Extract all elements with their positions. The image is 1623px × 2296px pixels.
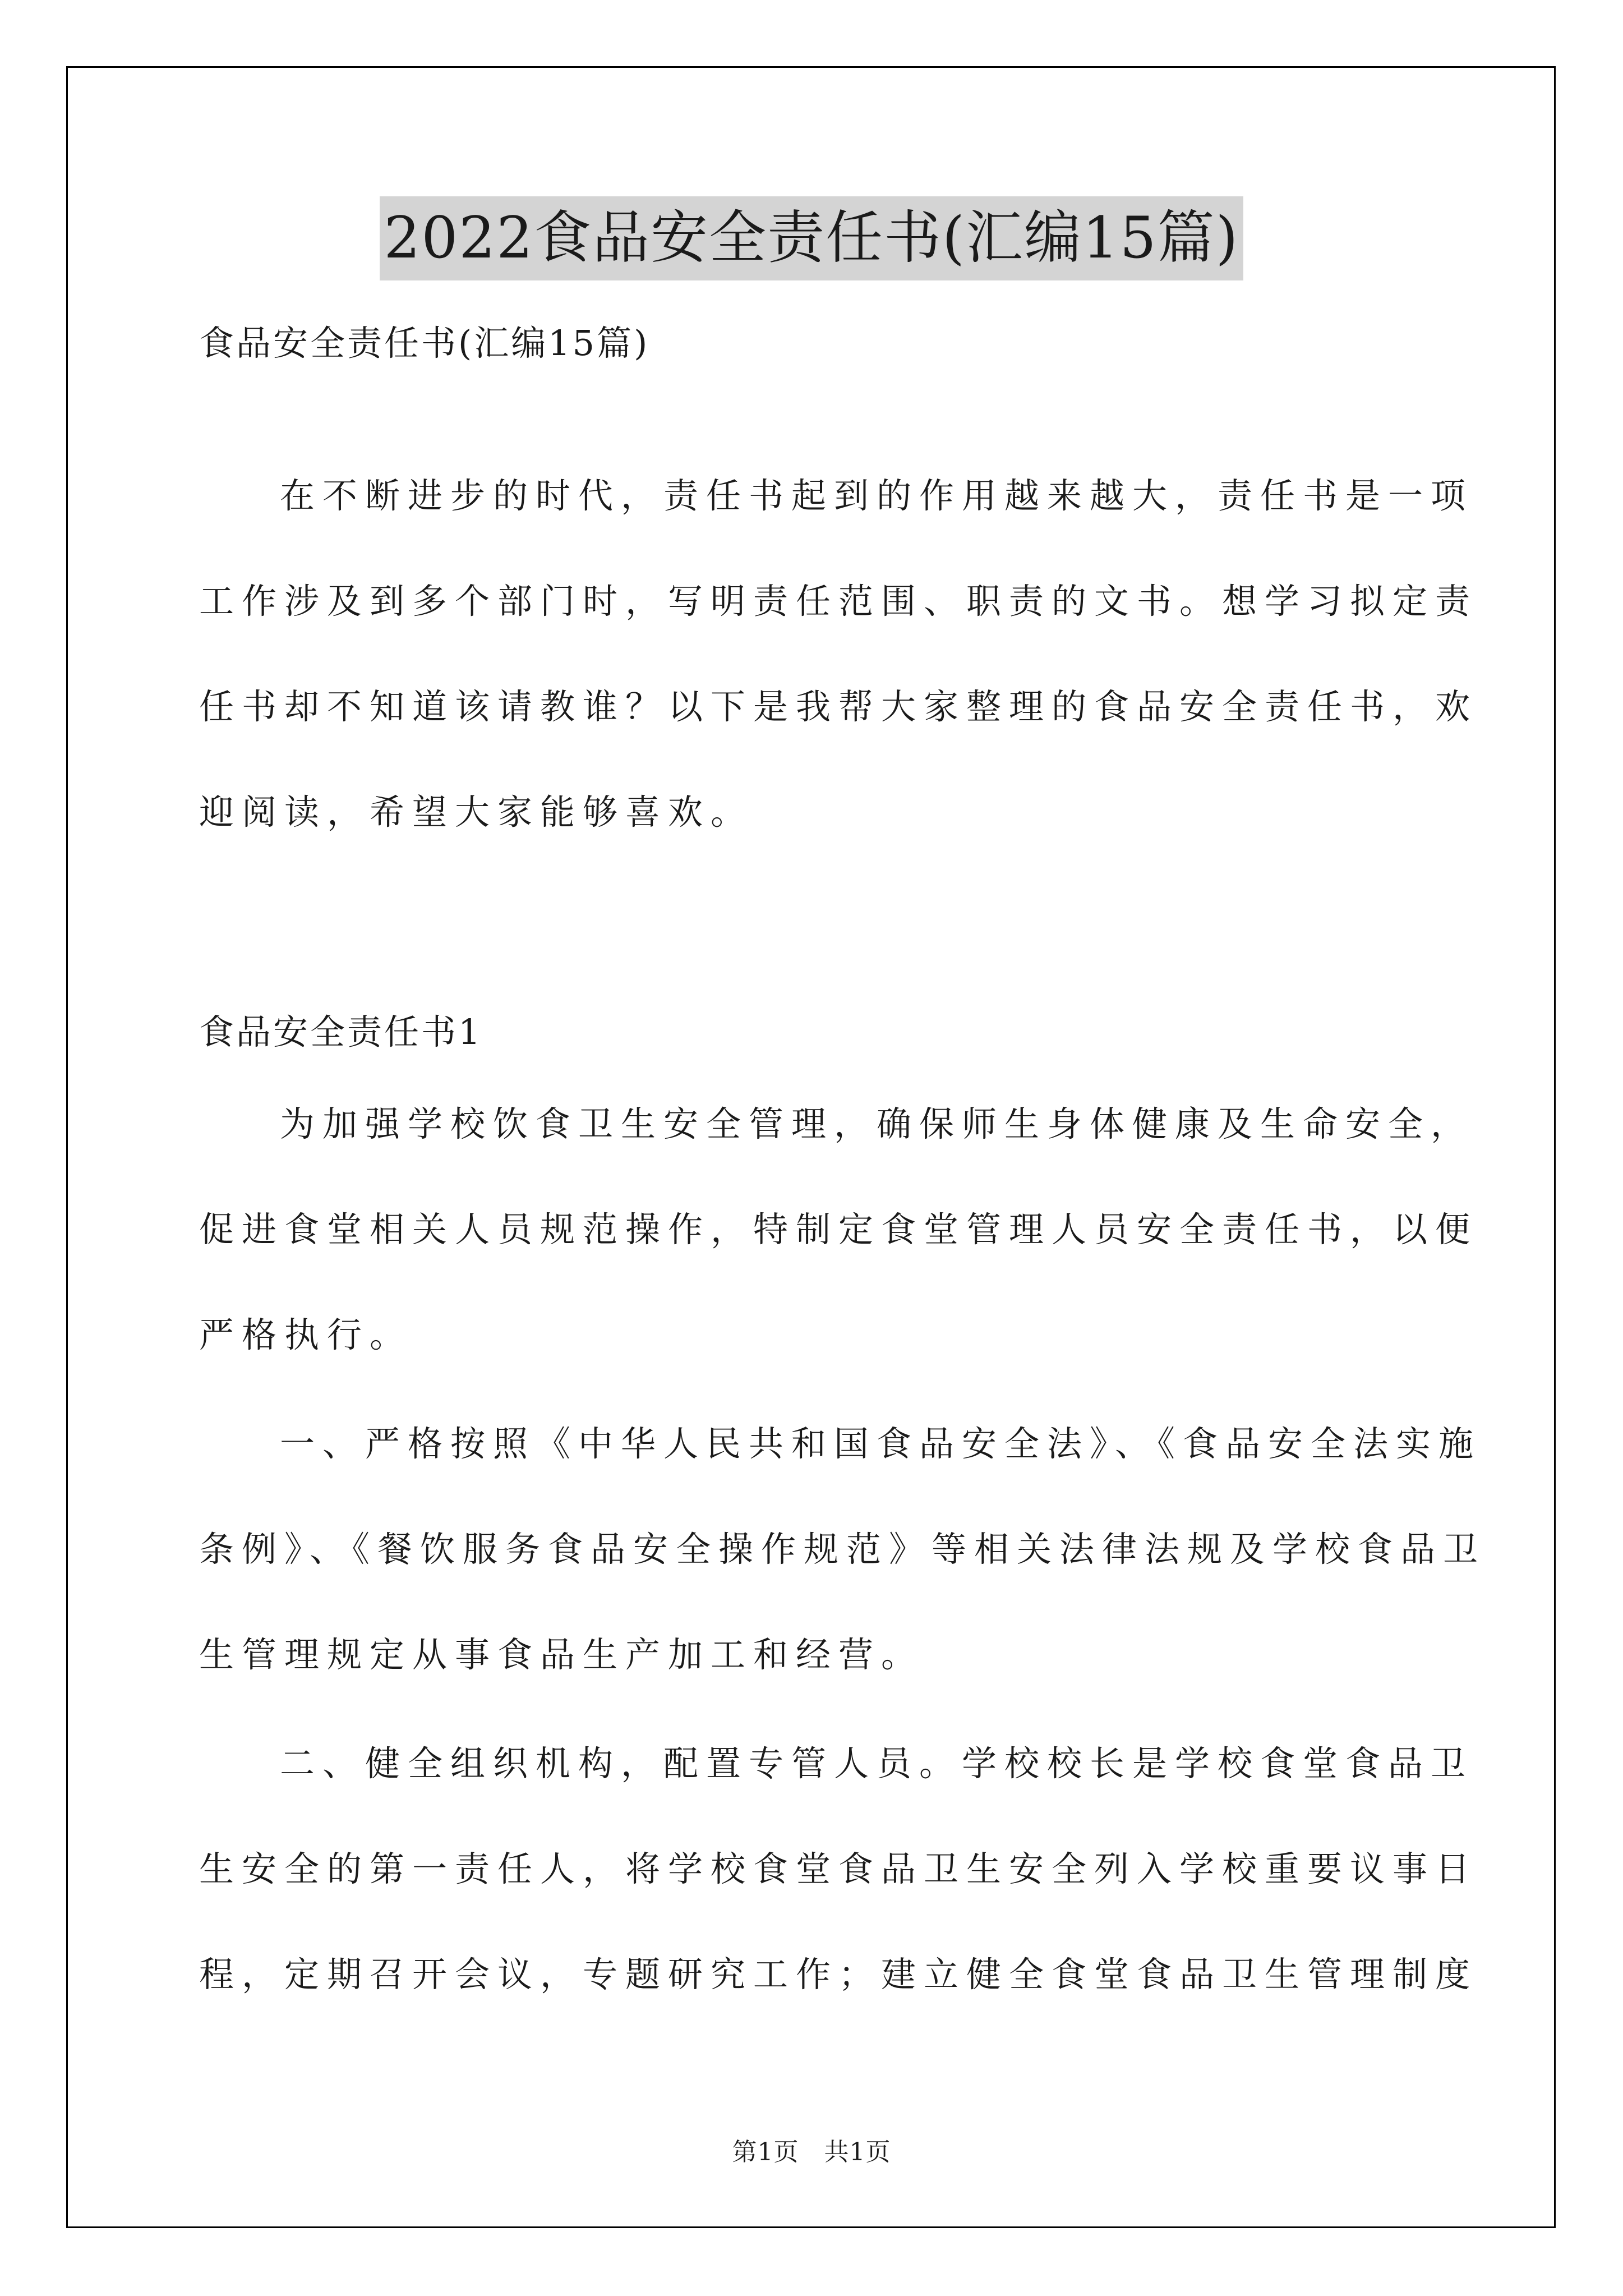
paragraph-line: 迎阅读，希望大家能够喜欢。: [199, 792, 754, 832]
paragraph-line: 促进食堂相关人员规范操作，特制定食堂管理人员安全责任书，以便: [199, 1209, 1478, 1250]
page-number-footer: 第1页 共1页: [732, 2138, 891, 2166]
paragraph-line: 程，定期召开会议，专题研究工作；建立健全食堂食品卫生管理制度: [199, 1954, 1478, 1995]
paragraph-line: 二、健全组织机构，配置专管人员。学校校长是学校食堂食品卫: [280, 1743, 1474, 1784]
paragraph-line: 任书却不知道该请教谁？以下是我帮大家整理的食品安全责任书，欢: [199, 686, 1478, 727]
document-title: 2022食品安全责任书(汇编15篇): [380, 196, 1244, 280]
paragraph-line: 一、严格按照《中华人民共和国食品安全法》、《食品安全法实施: [280, 1423, 1482, 1464]
section-heading: 食品安全责任书1: [199, 1011, 483, 1052]
title-container: [0, 196, 1623, 280]
paragraph-1: [199, 1071, 1478, 1388]
paragraph-2: [199, 1391, 1486, 1708]
paragraph-line: 在不断进步的时代，责任书起到的作用越来越大，责任书是一项: [280, 475, 1474, 516]
intro-paragraph: [199, 443, 1478, 865]
paragraph-line: 条例》、《餐饮服务食品安全操作规范》等相关法律法规及学校食品卫: [199, 1529, 1486, 1570]
document-subtitle: 食品安全责任书(汇编15篇): [199, 323, 650, 364]
paragraph-3: [199, 1711, 1478, 2027]
paragraph-line: 生安全的第一责任人，将学校食堂食品卫生安全列入学校重要议事日: [199, 1848, 1478, 1889]
paragraph-line: 生管理规定从事食品生产加工和经营。: [199, 1634, 924, 1675]
paragraph-line: 为加强学校饮食卫生安全管理，确保师生身体健康及生命安全，: [280, 1103, 1474, 1144]
paragraph-line: 严格执行。: [199, 1314, 413, 1355]
paragraph-line: 工作涉及到多个部门时，写明责任范围、职责的文书。想学习拟定责: [199, 581, 1478, 622]
